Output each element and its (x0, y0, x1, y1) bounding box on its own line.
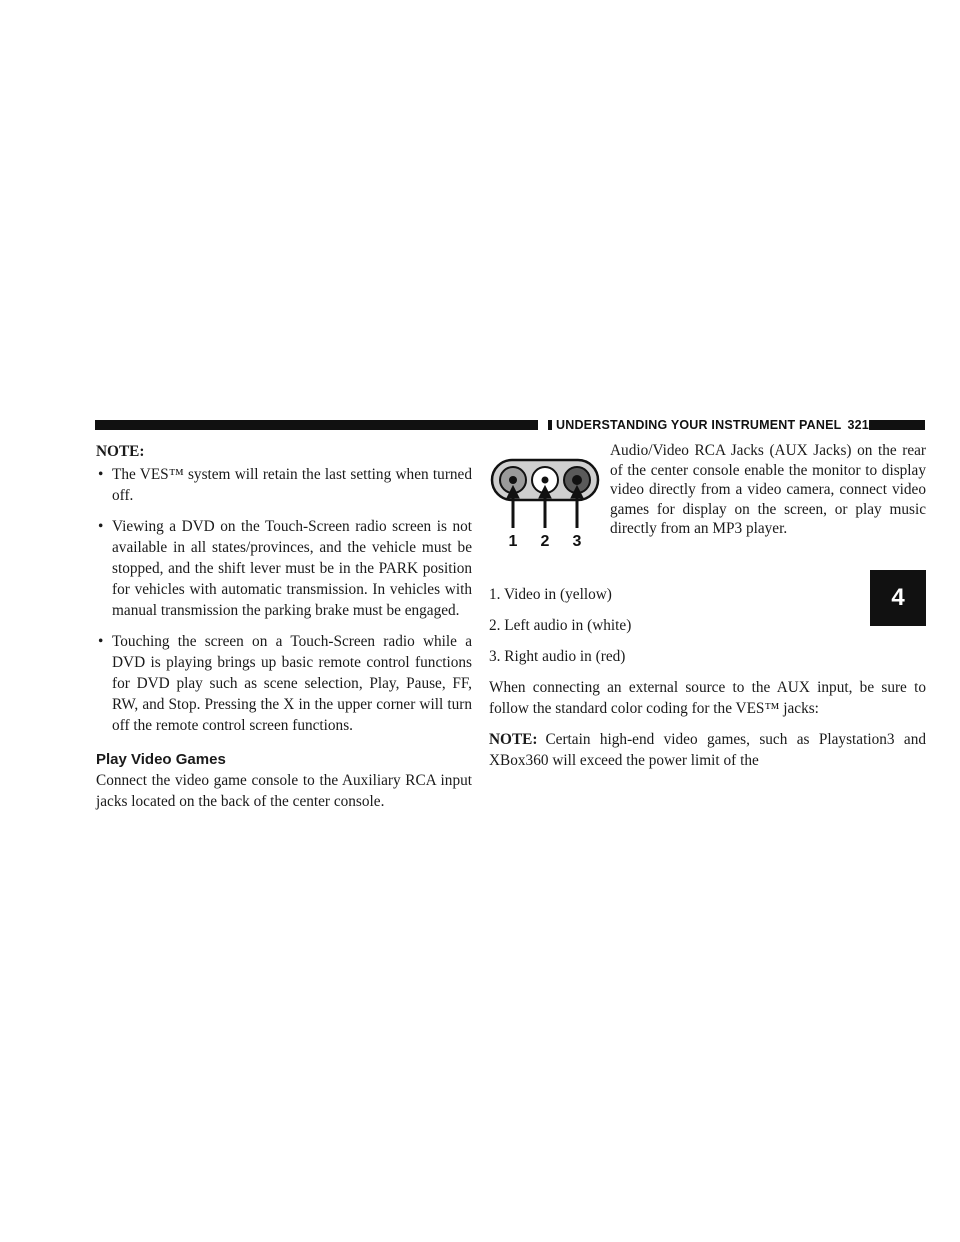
note-label: NOTE: (96, 443, 145, 460)
note-paragraph (489, 729, 926, 771)
rca-jacks-figure (489, 456, 601, 550)
body-paragraph: When connecting an external source to the AUX input, be sure to follow the standard color coding for the VES™ jacks: (489, 679, 926, 717)
jack-label-3: 3 (572, 533, 582, 550)
chapter-tab: 4 (870, 570, 926, 626)
list-item: 2. Left audio in (white) (489, 617, 632, 634)
bullet-item: • Viewing a DVD on the Touch-Screen radio screen is not available in all states/provinces, and the vehicle must be stopped, and the shift lever must be in the PARK position for vehicles with automatic transmission. In vehicles with manual transmission the parking brake must be engaged. (98, 518, 472, 619)
bullet-dot-icon: • (98, 633, 104, 650)
section-title: UNDERSTANDING YOUR INSTRUMENT PANEL (556, 418, 842, 432)
bullet-item: • Touching the screen on a Touch-Screen radio while a DVD is playing brings up basic remote control functions for DVD play such as scene selection, Play, Pause, FF, RW, and Stop. Pressing the X in the upper corner will turn off the remote control screen functions. (98, 633, 472, 734)
list-item: 1. Video in (yellow) (489, 586, 612, 603)
right-column (489, 584, 926, 781)
note-text: Certain high-end video games, such as Playstation3 and XBox360 will exceed the power limit of the (489, 731, 926, 769)
left-column (96, 441, 472, 812)
running-header (552, 415, 869, 435)
bullet-item: • The VES™ system will retain the last setting when turned off. (98, 466, 472, 504)
bullet-dot-icon: • (98, 518, 104, 535)
rca-jacks-illustration (489, 456, 601, 550)
body-paragraph: Connect the video game console to the Auxiliary RCA input jacks located on the back of the center console. (96, 772, 472, 810)
figure-caption: Audio/Video RCA Jacks (AUX Jacks) on the rear of the center console enable the monitor to display video directly from a video camera, connect video games for display on the screen, or play music directly from an MP3 player. (610, 442, 926, 537)
list-item: 3. Right audio in (red) (489, 648, 626, 665)
jack-label-2: 2 (540, 533, 550, 550)
jack-label-1: 1 (508, 533, 518, 550)
subheading-play-video-games: Play Video Games (96, 751, 226, 768)
header-rule-left (95, 420, 538, 430)
page-number: 321 (847, 418, 869, 432)
note-label: NOTE: (489, 731, 538, 748)
bullet-dot-icon: • (98, 466, 104, 483)
